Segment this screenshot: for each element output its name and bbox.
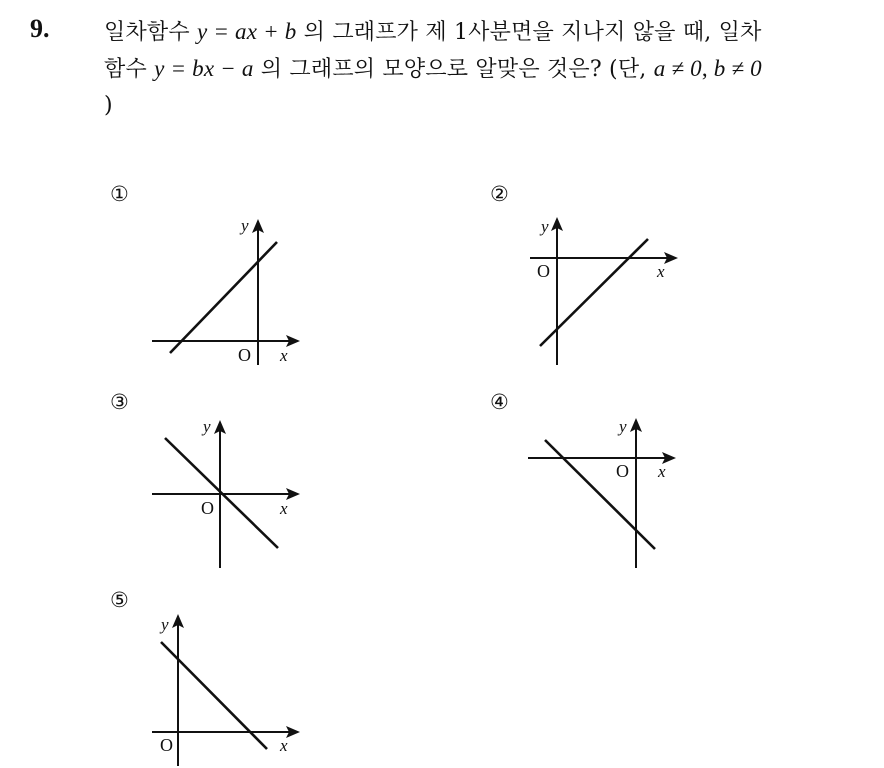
question-text bbox=[104, 14, 874, 124]
origin-label: O bbox=[160, 735, 173, 755]
question-line2-text-b: 의 그래프의 모양으로 알맞은 것은? (단, bbox=[253, 57, 654, 82]
origin-label: O bbox=[616, 461, 629, 481]
question-number: 9. bbox=[30, 14, 50, 43]
question-line2-text-a: 함수 bbox=[104, 57, 155, 82]
y-axis-label: y bbox=[241, 216, 249, 235]
question-line3-text: ) bbox=[104, 93, 113, 118]
origin-label: O bbox=[201, 498, 214, 518]
x-axis-label: x bbox=[280, 346, 288, 365]
y-axis-label: y bbox=[203, 417, 211, 436]
condition-a: a ≠ 0 bbox=[653, 56, 702, 81]
y-axis-label: y bbox=[161, 615, 169, 634]
option-2-graph[interactable] bbox=[520, 205, 690, 375]
origin-label: O bbox=[238, 345, 251, 365]
option-4-label[interactable]: ④ bbox=[490, 390, 509, 414]
equation-1: y = ax + b bbox=[197, 19, 297, 44]
equation-2: y = bx − a bbox=[154, 56, 254, 81]
x-axis-label: x bbox=[658, 462, 666, 481]
origin-label: O bbox=[537, 261, 550, 281]
condition-comma: , bbox=[701, 56, 714, 81]
option-3-graph[interactable] bbox=[140, 410, 310, 580]
question-line-2 bbox=[104, 51, 874, 88]
option-4-graph[interactable] bbox=[520, 410, 690, 580]
option-2-label[interactable]: ② bbox=[490, 182, 509, 206]
question-line-3 bbox=[104, 88, 874, 124]
x-axis-label: x bbox=[657, 262, 665, 281]
y-axis-label: y bbox=[541, 217, 549, 236]
option-1-graph[interactable] bbox=[140, 205, 310, 375]
x-axis-label: x bbox=[280, 736, 288, 755]
option-5-label[interactable]: ⑤ bbox=[110, 588, 129, 612]
option-3-label[interactable]: ③ bbox=[110, 390, 129, 414]
question-line1-text-b: 의 그래프가 제 1사분면을 지나지 않을 때, 일차 bbox=[296, 20, 762, 45]
graph-line bbox=[170, 242, 277, 353]
x-axis-label: x bbox=[280, 499, 288, 518]
option-5-graph[interactable] bbox=[140, 606, 310, 768]
question-line-1 bbox=[104, 14, 874, 51]
question-line1-text-a: 일차함수 bbox=[104, 20, 198, 45]
graph-line bbox=[545, 440, 655, 549]
condition-b: b ≠ 0 bbox=[713, 56, 762, 81]
option-1-label[interactable]: ① bbox=[110, 182, 129, 206]
y-axis-label: y bbox=[619, 417, 627, 436]
